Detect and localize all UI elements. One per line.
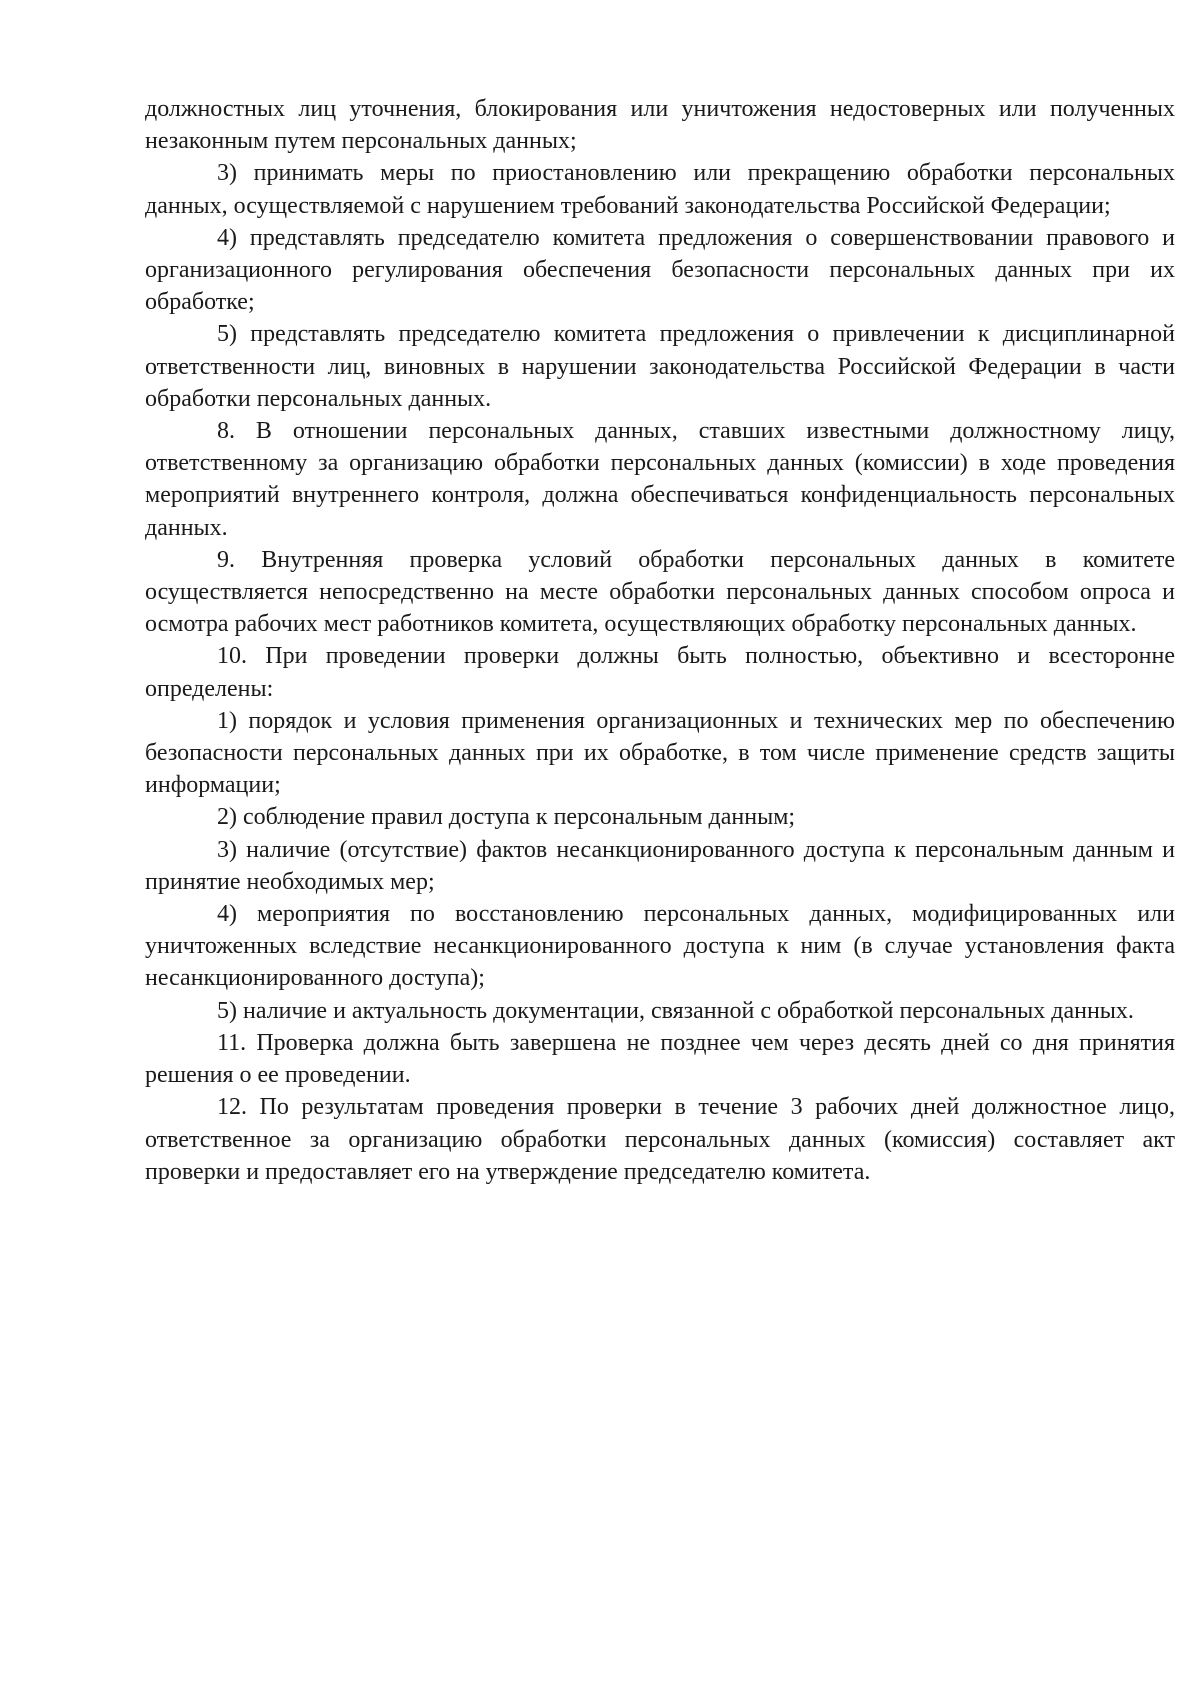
clause-10-item-4: 4) мероприятия по восстановлению персональных данных, модифицированных или уничтоженных вследствие несанкционированного доступа к ним (в случае установления факта несанкционированного доступа); — [145, 901, 1175, 992]
clause-10-item-1: 1) порядок и условия применения организационных и технических мер по обеспечению безопасности персональных данных при их обработке, в том числе применение средств защиты информации; — [145, 707, 1175, 799]
clause-12: 12. По результатам проведения проверки в течение 3 рабочих дней должностное лицо, ответственное за организацию обработки персональных данных (комиссия) составляет акт проверки и предоставляет его на утверждение председателю комитета. — [145, 1094, 1175, 1185]
list-item-3: 3) принимать меры по приостановлению или прекращению обработки персональных данных, осуществляемой с нарушением требований законодательства Российской Федерации; — [145, 160, 1175, 219]
document-body — [145, 93, 1175, 1188]
list-item-4: 4) представлять председателю комитета предложения о совершенствовании правового и организационного регулирования обеспечения безопасности персональных данных при их обработке; — [145, 224, 1175, 316]
clause-11: 11. Проверка должна быть завершена не позднее чем через десять дней со дня принятия решения о ее проведении. — [145, 1029, 1175, 1089]
paragraph-continuation: должностных лиц уточнения, блокирования или уничтожения недостоверных или полученных незаконным путем персональных данных; — [145, 96, 1175, 155]
clause-9: 9. Внутренняя проверка условий обработки персональных данных в комитете осуществляется непосредственно на месте обработки персональных данных способом опроса и осмотра рабочих мест работников комитета, осуществляющих обработку персональных данных. — [145, 546, 1175, 638]
clause-10-item-2: 2) соблюдение правил доступа к персональным данным; — [217, 804, 796, 831]
clause-10-item-3: 3) наличие (отсутствие) фактов несанкционированного доступа к персональным данным и принятие необходимых мер; — [145, 836, 1175, 895]
clause-10: 10. При проведении проверки должны быть полностью, объективно и всесторонне определены: — [145, 643, 1175, 702]
clause-8: 8. В отношении персональных данных, ставших известными должностному лицу, ответственному за организацию обработки персональных данных (комиссии) в ходе проведения мероприятий внутреннего контроля, должна обеспечиваться конфиденциальность персональных данных. — [145, 418, 1175, 541]
clause-10-item-5: 5) наличие и актуальность документации, связанной с обработкой персональных данных. — [217, 997, 1134, 1024]
list-item-5: 5) представлять председателю комитета предложения о привлечении к дисциплинарной ответственности лиц, виновных в нарушении законодательства Российской Федерации в части обработки персональных данных. — [145, 321, 1175, 412]
